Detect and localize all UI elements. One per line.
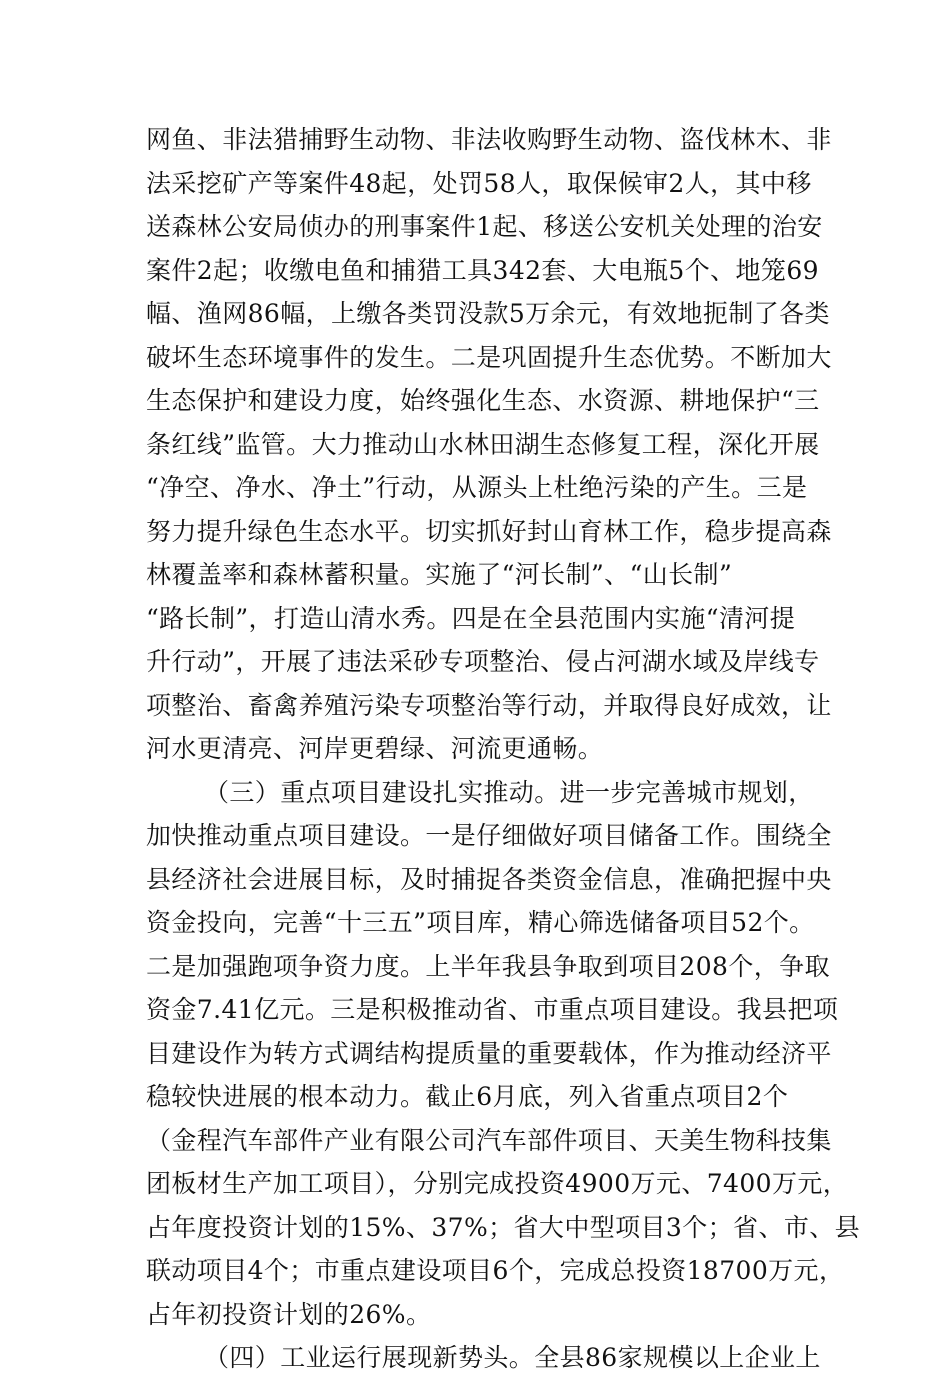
text-line: “路长制”，打造山清水秀。四是在全县范围内实施“清河提 <box>146 603 796 633</box>
text-line: 幅、渔网86幅，上缴各类罚没款5万余元，有效地扼制了各类 <box>146 299 830 328</box>
section-heading-line: （三）重点项目建设扎实推动。进一步完善城市规划， <box>204 777 814 807</box>
text-line: 网鱼、非法猎捕野生动物、非法收购野生动物、盗伐林木、非 <box>146 125 832 154</box>
text-line: 法采挖矿产等案件48起，处罚58人，取保候审2人，其中移 <box>146 168 812 198</box>
text-line: 联动项目4个；市重点建设项目6个，完成总投资18700万元， <box>146 1256 845 1285</box>
text-line: 条红线”监管。大力推动山水林田湖生态修复工程，深化开展 <box>146 429 820 459</box>
text-line: 破坏生态环境事件的发生。二是巩固提升生态优势。不断加大 <box>146 342 832 372</box>
text-line: 案件2起；收缴电鱼和捕猎工具342套、大电瓶5个、地笼69 <box>146 255 819 285</box>
text-line: 努力提升绿色生态水平。切实抓好封山育林工作，稳步提高森 <box>146 516 832 546</box>
text-line: 生态保护和建设力度，始终强化生态、水资源、耕地保护“三 <box>146 386 820 415</box>
text-line: “净空、净水、净土”行动，从源头上杜绝污染的产生。三是 <box>146 473 808 502</box>
text-line: 稳较快进展的根本动力。截止6月底，列入省重点项目2个 <box>146 1082 789 1111</box>
text-line: 林覆盖率和森林蓄积量。实施了“河长制”、“山长制” <box>146 560 733 589</box>
text-line: 送森林公安局侦办的刑事案件1起、移送公安机关处理的治安 <box>146 212 823 241</box>
text-line: 资金7.41亿元。三是积极推动省、市重点项目建设。我县把项 <box>146 995 839 1024</box>
text-line: 团板材生产加工项目），分别完成投资4900万元、7400万元， <box>146 1169 849 1198</box>
text-line: 升行动”，开展了违法采砂专项整治、侵占河湖水域及岸线专 <box>146 647 820 676</box>
text-line: 加快推动重点项目建设。一是仔细做好项目储备工作。围绕全 <box>146 821 832 850</box>
text-line: 河水更清亮、河岸更碧绿、河流更通畅。 <box>146 734 604 763</box>
text-line: 目建设作为转方式调结构提质量的重要载体，作为推动经济平 <box>146 1038 832 1068</box>
text-line: 占年度投资计划的15%、37%；省大中型项目3个；省、市、县 <box>146 1212 861 1242</box>
text-line: 项整治、畜禽养殖污染专项整治等行动，并取得良好成效，让 <box>146 690 832 720</box>
section-heading-line: （四）工业运行展现新势头。全县86家规模以上企业上 <box>204 1343 821 1372</box>
text-line: （金程汽车部件产业有限公司汽车部件项目、天美生物科技集 <box>146 1125 832 1155</box>
text-line: 县经济社会进展目标，及时捕捉各类资金信息，准确把握中央 <box>146 864 832 894</box>
text-line: 二是加强跑项争资力度。上半年我县争取到项目208个，争取 <box>146 951 830 981</box>
document-page <box>146 118 861 1380</box>
text-line: 占年初投资计划的26%。 <box>146 1299 432 1329</box>
text-line: 资金投向，完善“十三五”项目库，精心筛选储备项目52个。 <box>146 908 815 937</box>
